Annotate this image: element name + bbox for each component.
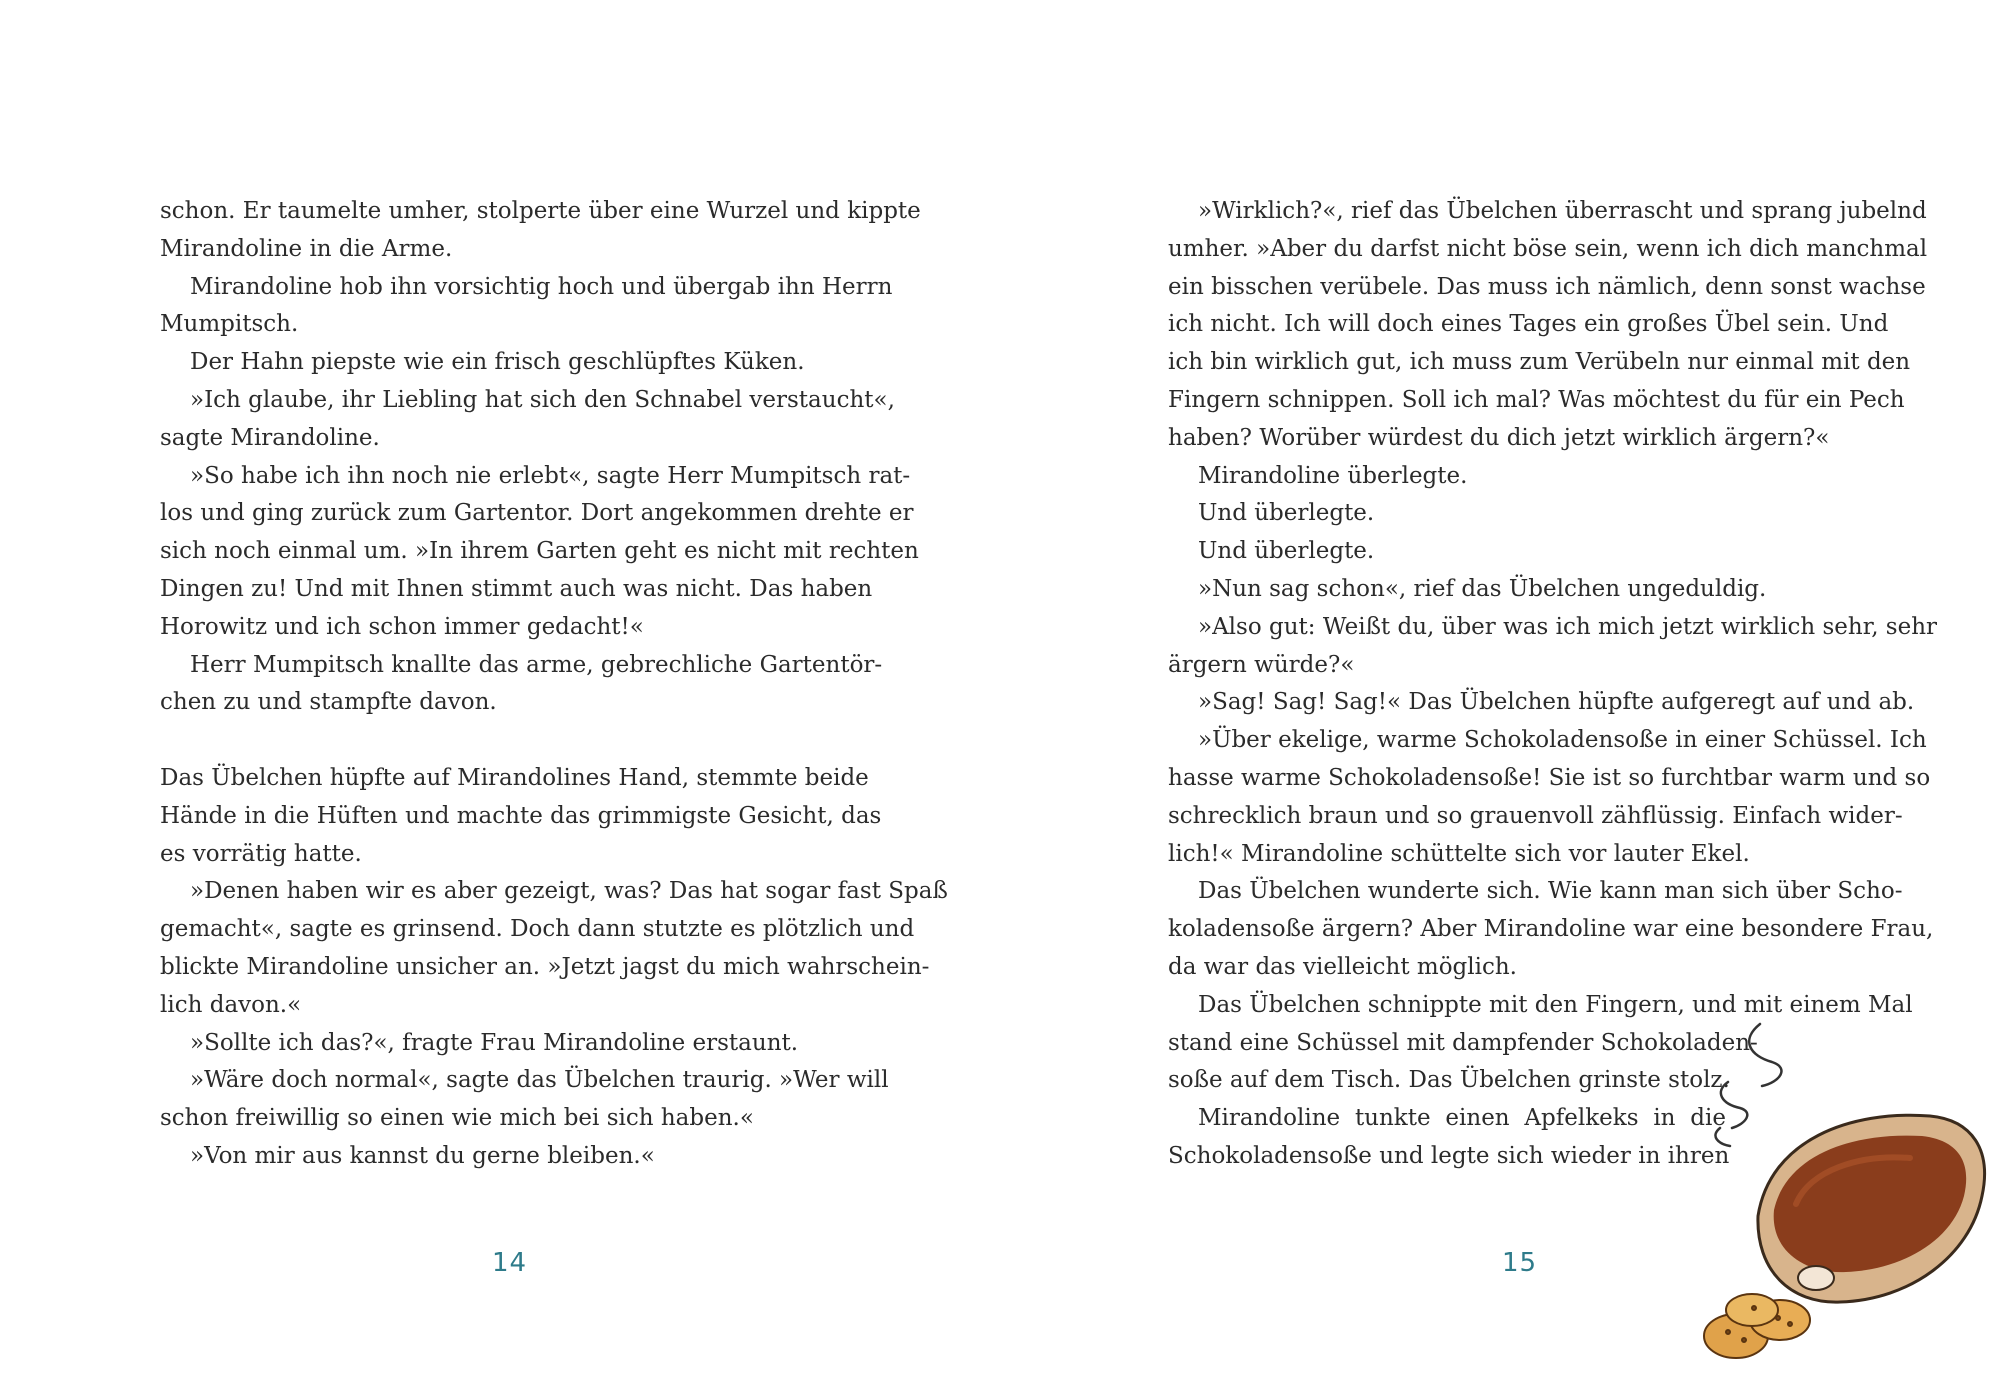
left-text-line: schon freiwillig so einen wie mich bei sich haben.« xyxy=(160,1105,754,1132)
left-blank-line xyxy=(160,722,850,760)
left-text-line: lich davon.« xyxy=(160,991,302,1018)
left-text-line: Der Hahn piepste wie ein frisch geschlüpftes Küken. xyxy=(190,349,805,376)
left-text-line: Mirandoline in die Arme. xyxy=(160,235,453,262)
left-text-line: gemacht«, sagte es grinsend. Doch dann stutzte es plötzlich und xyxy=(160,916,915,943)
right-text-line: Mirandoline tunkte einen Apfelkeks in die xyxy=(1198,1105,1726,1132)
right-text-line: ärgern würde?« xyxy=(1168,651,1355,678)
left-page-text xyxy=(160,193,948,1176)
left-text-line: blickte Mirandoline unsicher an. »Jetzt jagst du mich wahrschein- xyxy=(160,953,930,980)
left-text-line: Mumpitsch. xyxy=(160,311,299,338)
right-text-line: hasse warme Schokoladensoße! Sie ist so furchtbar warm und so xyxy=(1168,764,1931,791)
left-text-line: »Sollte ich das?«, fragte Frau Mirandoline erstaunt. xyxy=(190,1029,799,1056)
bowl-icon xyxy=(1758,1115,1985,1302)
right-text-line: »Nun sag schon«, rief das Übelchen ungeduldig. xyxy=(1198,575,1767,602)
left-text-line: Herr Mumpitsch knallte das arme, gebrechliche Gartentör- xyxy=(190,651,883,678)
left-text-line: Dingen zu! Und mit Ihnen stimmt auch was nicht. Das haben xyxy=(160,575,873,602)
chocolate-bowl-illustration xyxy=(1700,1020,2000,1382)
right-text-line: »Sag! Sag! Sag!« Das Übelchen hüpfte aufgeregt auf und ab. xyxy=(1198,689,1915,716)
left-text-line: Hände in die Hüften und machte das grimmigste Gesicht, das xyxy=(160,802,882,829)
right-text-line: Und überlegte. xyxy=(1198,538,1375,565)
steam-icon xyxy=(1715,1024,1781,1146)
left-page-number: 14 xyxy=(492,1248,528,1278)
right-text-line: »Wirklich?«, rief das Übelchen überrascht und sprang jubelnd xyxy=(1198,198,1927,224)
right-text-line: ich bin wirklich gut, ich muss zum Verübeln nur einmal mit den xyxy=(1168,349,1911,376)
cookies-icon xyxy=(1704,1294,1810,1358)
right-text-line: soße auf dem Tisch. Das Übelchen grinste stolz. xyxy=(1168,1067,1730,1094)
left-text-line: »Denen haben wir es aber gezeigt, was? Das hat sogar fast Spaß xyxy=(190,878,948,905)
left-text-line: »Ich glaube, ihr Liebling hat sich den Schnabel verstaucht«, xyxy=(190,386,895,413)
right-text-line: haben? Worüber würdest du dich jetzt wirklich ärgern?« xyxy=(1168,424,1830,451)
right-text-line: Fingern schnippen. Soll ich mal? Was möchtest du für ein Pech xyxy=(1168,386,1905,413)
left-text-line: schon. Er taumelte umher, stolperte über eine Wurzel und kippte xyxy=(160,198,921,224)
right-text-line: Das Übelchen wunderte sich. Wie kann man sich über Scho- xyxy=(1198,878,1903,905)
right-text-line: ein bisschen verübele. Das muss ich nämlich, denn sonst wachse xyxy=(1168,273,1926,300)
left-text-line: »Wäre doch normal«, sagte das Übelchen traurig. »Wer will xyxy=(190,1067,889,1094)
left-text-line: sich noch einmal um. »In ihrem Garten geht es nicht mit rechten xyxy=(160,538,919,565)
left-text-line: »So habe ich ihn noch nie erlebt«, sagte Herr Mumpitsch rat- xyxy=(190,462,911,489)
left-text-line: Horowitz und ich schon immer gedacht!« xyxy=(160,613,644,640)
left-text-line: es vorrätig hatte. xyxy=(160,840,362,867)
right-text-line: ich nicht. Ich will doch eines Tages ein großes Übel sein. Und xyxy=(1168,311,1889,338)
right-text-line: Schokoladensoße und legte sich wieder in ihren xyxy=(1168,1142,1730,1169)
right-text-line: »Also gut: Weißt du, über was ich mich jetzt wirklich sehr, sehr xyxy=(1198,613,1938,640)
right-text-line: stand eine Schüssel mit dampfender Schokoladen- xyxy=(1168,1029,1758,1056)
right-text-line: umher. »Aber du darfst nicht böse sein, wenn ich dich manchmal xyxy=(1168,235,1928,262)
left-text-line: Mirandoline hob ihn vorsichtig hoch und übergab ihn Herrn xyxy=(190,273,893,300)
right-text-line: Und überlegte. xyxy=(1198,500,1375,527)
right-text-line: schrecklich braun und so grauenvoll zähflüssig. Einfach wider- xyxy=(1168,802,1903,829)
right-text-line: Das Übelchen schnippte mit den Fingern, und mit einem Mal xyxy=(1198,991,1913,1018)
left-text-line: Das Übelchen hüpfte auf Mirandolines Hand, stemmte beide xyxy=(160,764,869,791)
left-text-line: sagte Mirandoline. xyxy=(160,424,380,451)
right-text-line: koladensoße ärgern? Aber Mirandoline war eine besondere Frau, xyxy=(1168,916,1934,943)
left-text-line: »Von mir aus kannst du gerne bleiben.« xyxy=(190,1142,655,1169)
right-text-line: Mirandoline überlegte. xyxy=(1198,462,1468,489)
right-text-line: da war das vielleicht möglich. xyxy=(1168,953,1517,980)
right-page-number: 15 xyxy=(1502,1248,1538,1278)
left-text-line: chen zu und stampfte davon. xyxy=(160,689,497,716)
right-text-line: lich!« Mirandoline schüttelte sich vor lauter Ekel. xyxy=(1168,840,1750,867)
left-text-line: los und ging zurück zum Gartentor. Dort angekommen drehte er xyxy=(160,500,914,527)
right-text-line: »Über ekelige, warme Schokoladensoße in einer Schüssel. Ich xyxy=(1198,727,1927,754)
